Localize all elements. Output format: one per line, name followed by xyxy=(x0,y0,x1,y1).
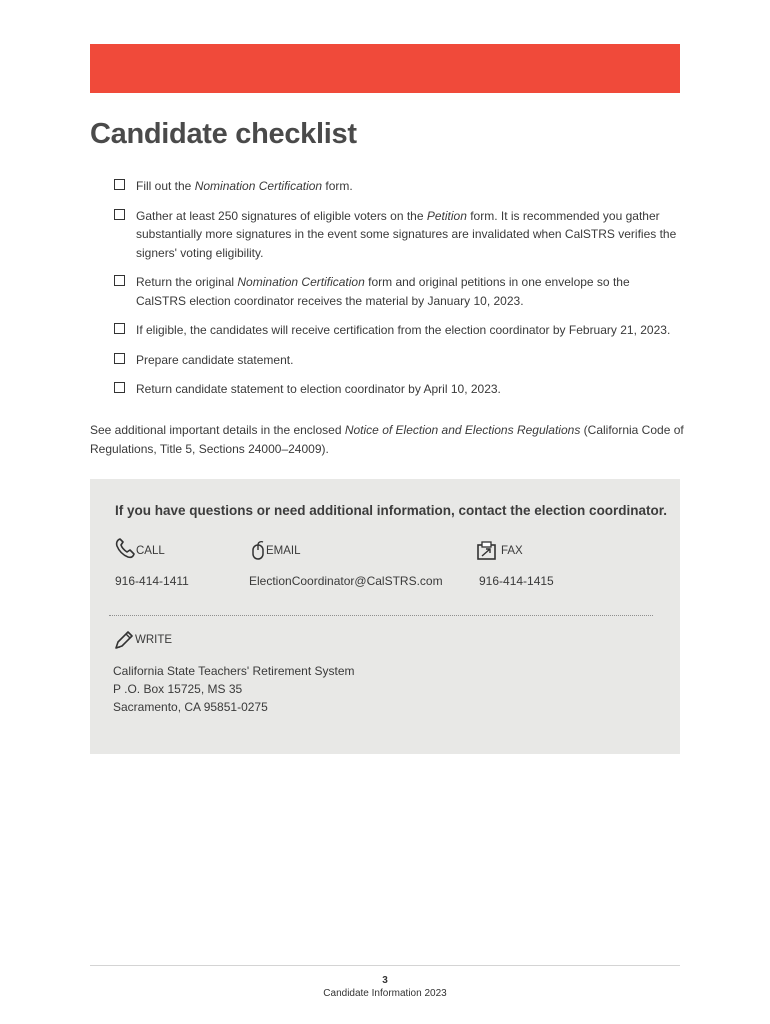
checklist-item xyxy=(114,321,680,340)
call-label: CALL xyxy=(136,545,165,557)
address-line: Sacramento, CA 95851-0275 xyxy=(113,700,268,714)
checklist-item-text: Return candidate statement to election coordinator by April 10, 2023. xyxy=(136,382,501,396)
checkbox[interactable] xyxy=(114,353,125,364)
fax-label: FAX xyxy=(501,545,523,557)
checklist-item xyxy=(114,207,680,263)
checklist-item-text: Prepare candidate statement. xyxy=(136,352,294,367)
checkbox[interactable] xyxy=(114,275,125,286)
write-label: WRITE xyxy=(135,634,173,646)
mailing-address xyxy=(113,662,355,716)
checklist-item-text: If eligible, the candidates will receive certification from the election coordinator by February 21, 2023. xyxy=(136,323,671,337)
checkbox[interactable] xyxy=(114,382,125,393)
checkbox[interactable] xyxy=(114,209,125,220)
checklist-item xyxy=(114,177,680,196)
checklist-item xyxy=(114,380,680,399)
contact-box xyxy=(90,479,680,754)
additional-details-note: See additional important details in the enclosed Notice of Election and Elections Regulations (California Code of Regulations, Title 5, Sections 24000–24009). xyxy=(90,423,684,456)
address-line: P .O. Box 15725, MS 35 xyxy=(113,682,243,696)
pen-icon xyxy=(113,629,135,651)
header-banner xyxy=(90,44,680,93)
email-address-link[interactable]: ElectionCoordinator@CalSTRS.com xyxy=(249,574,443,588)
page-number: 3 xyxy=(382,975,388,986)
checklist-item-text: Return the original Nomination Certification form and original petitions in one envelope so the CalSTRS election coordinator receives the material by January 10, 2023. xyxy=(136,275,630,308)
checklist-item-text: Fill out the Nomination Certification form. xyxy=(136,179,353,193)
contact-heading: If you have questions or need additional information, contact the election coordinator. xyxy=(115,503,668,518)
checklist-item xyxy=(114,273,680,310)
phone-icon xyxy=(114,537,136,559)
fax-icon xyxy=(476,540,498,562)
page-title: Candidate checklist xyxy=(90,118,357,150)
checklist-item-text: Gather at least 250 signatures of eligible voters on the Petition form. It is recommended you gather substantially more signatures in the event some signatures are invalidated when CalSTRS verifies the signers' voting eligibility. xyxy=(136,208,677,260)
fax-number: 916-414-1415 xyxy=(479,574,554,588)
candidate-checklist xyxy=(114,177,680,410)
checkbox[interactable] xyxy=(114,323,125,334)
call-phone-number[interactable]: 916-414-1411 xyxy=(115,574,189,588)
footer-text: Candidate Information 2023 xyxy=(323,988,447,999)
footer-rule xyxy=(90,965,680,966)
email-label: EMAIL xyxy=(266,545,301,557)
checkbox[interactable] xyxy=(114,179,125,190)
contact-divider xyxy=(109,615,653,616)
checklist-item xyxy=(114,351,680,370)
address-line: California State Teachers' Retirement System xyxy=(113,664,355,678)
